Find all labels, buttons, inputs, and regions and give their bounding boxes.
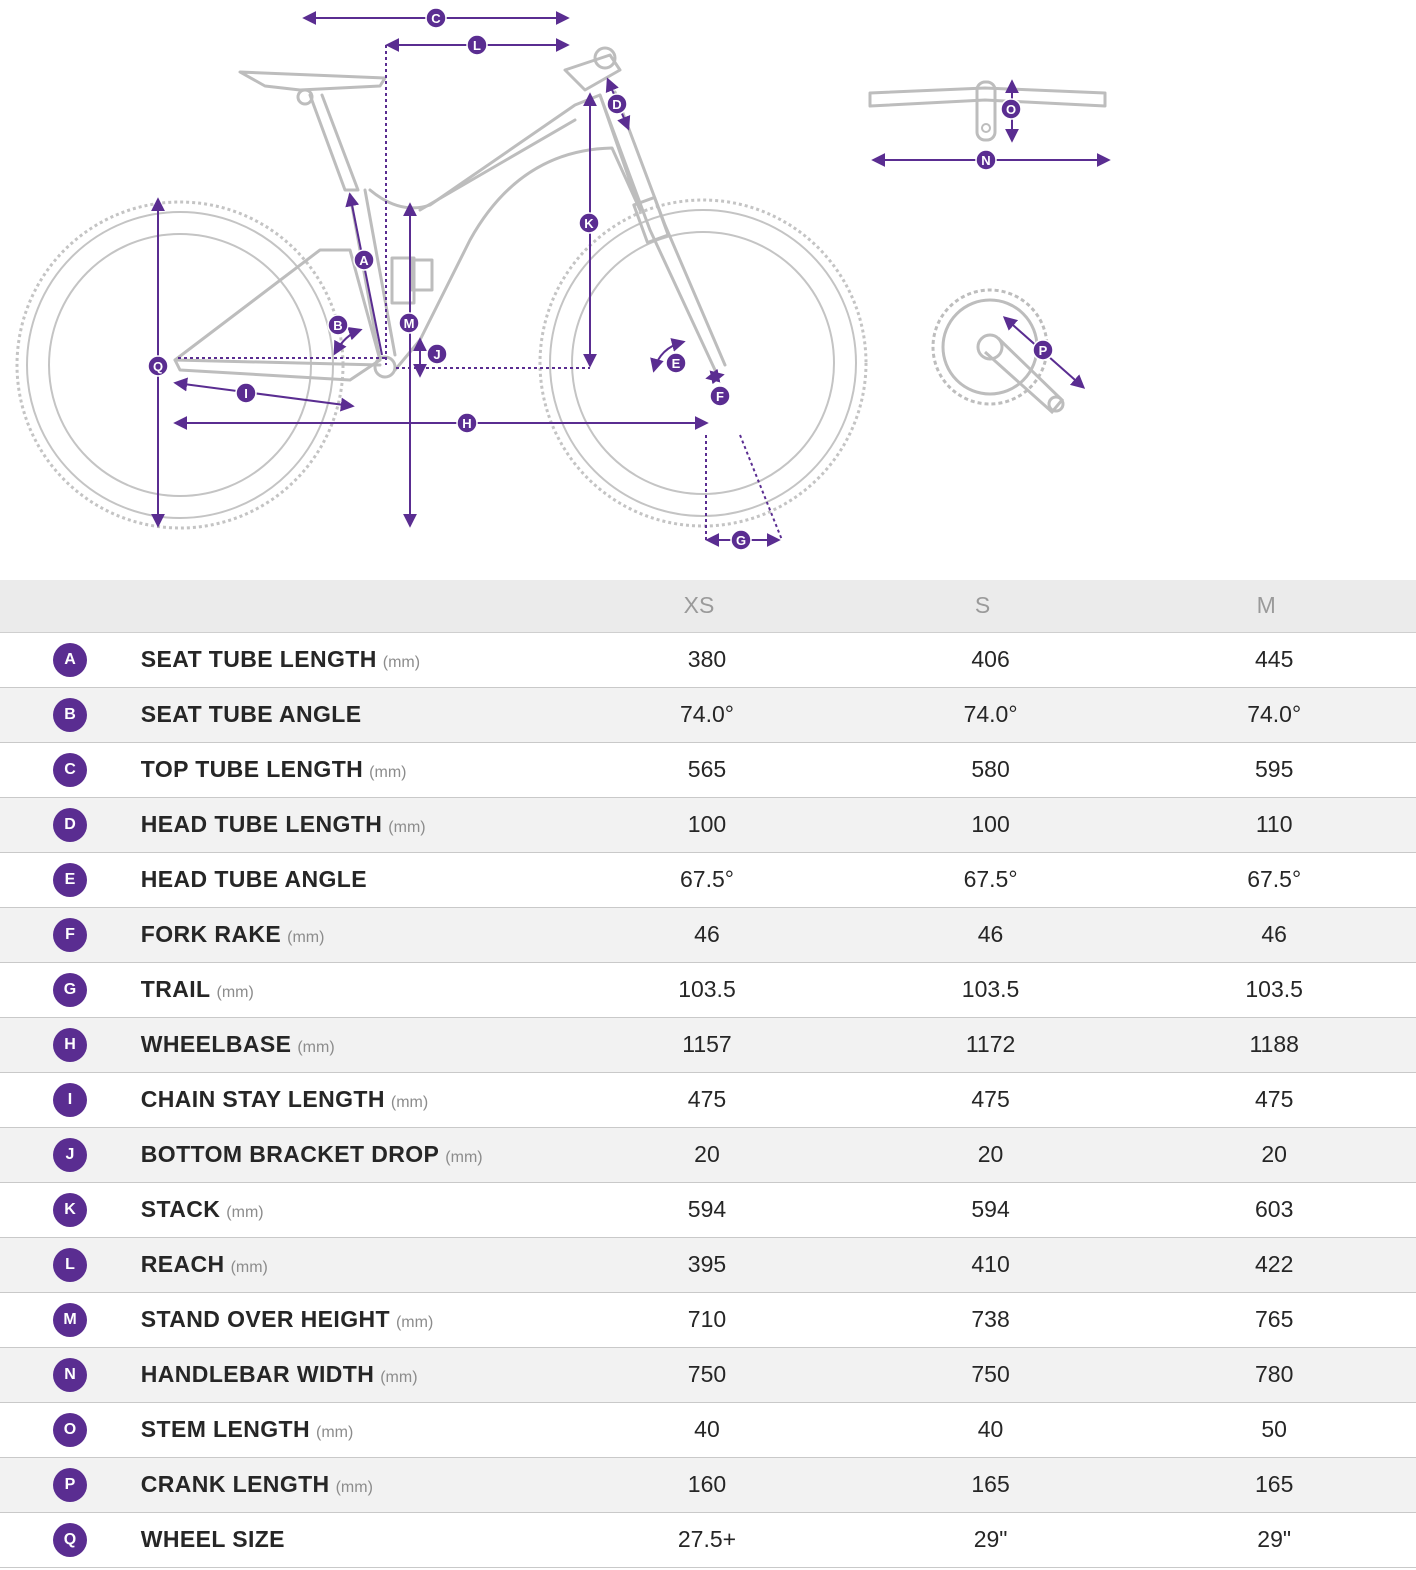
diagram-marker-label: H — [462, 416, 472, 431]
table-row — [0, 632, 1416, 687]
handlebar-diagram — [870, 82, 1108, 160]
param-name: WHEEL SIZE — [140, 1526, 285, 1552]
diagram-marker-b — [328, 315, 348, 335]
row-badge-cell — [0, 797, 141, 852]
row-letter-badge: O — [53, 1413, 87, 1447]
value-cell-m: 1188 — [1132, 1017, 1416, 1072]
value-cell-s: 20 — [849, 1127, 1133, 1182]
row-badge-cell — [0, 1072, 141, 1127]
header-blank-badge — [0, 580, 141, 632]
row-letter-badge: G — [53, 973, 87, 1007]
value-cell-xs: 565 — [565, 742, 849, 797]
param-name: REACH — [140, 1251, 225, 1277]
row-badge-cell — [0, 1127, 141, 1182]
row-param-cell — [141, 1512, 565, 1567]
header-blank-name — [141, 580, 565, 632]
param-unit: (mm) — [287, 929, 325, 946]
value-cell-m: 74.0° — [1132, 687, 1416, 742]
value-cell-xs: 160 — [565, 1457, 849, 1512]
diagram-marker-h — [457, 413, 477, 433]
table-row — [0, 1017, 1416, 1072]
diagram-marker-a — [354, 250, 374, 270]
row-param-cell — [141, 962, 565, 1017]
row-letter-badge: M — [53, 1303, 87, 1337]
value-cell-xs: 74.0° — [565, 687, 849, 742]
header-size-s: S — [849, 580, 1133, 632]
value-cell-m: 110 — [1132, 797, 1416, 852]
row-param-cell — [141, 1127, 565, 1182]
value-cell-xs: 100 — [565, 797, 849, 852]
param-name: STEM LENGTH — [140, 1416, 311, 1442]
value-cell-xs: 395 — [565, 1237, 849, 1292]
table-body — [0, 632, 1416, 1567]
param-unit: (mm) — [369, 764, 407, 781]
table-row — [0, 797, 1416, 852]
row-param-cell — [141, 1402, 565, 1457]
row-param-cell — [141, 1072, 565, 1127]
table-row — [0, 1347, 1416, 1402]
value-cell-m: 603 — [1132, 1182, 1416, 1237]
value-cell-s: 580 — [849, 742, 1133, 797]
value-cell-xs: 103.5 — [565, 962, 849, 1017]
diagram-marker-q — [148, 356, 168, 376]
row-letter-badge: E — [53, 863, 87, 897]
value-cell-s: 738 — [849, 1292, 1133, 1347]
table-row — [0, 962, 1416, 1017]
row-badge-cell — [0, 1292, 141, 1347]
value-cell-xs: 40 — [565, 1402, 849, 1457]
value-cell-m: 165 — [1132, 1457, 1416, 1512]
diagram-marker-label: A — [359, 253, 369, 268]
diagram-marker-label: G — [735, 533, 747, 548]
param-unit: (mm) — [216, 984, 254, 1001]
value-cell-s: 410 — [849, 1237, 1133, 1292]
row-letter-badge: L — [53, 1248, 87, 1282]
value-cell-m: 765 — [1132, 1292, 1416, 1347]
value-cell-s: 103.5 — [849, 962, 1133, 1017]
diagram-marker-l — [467, 35, 487, 55]
value-cell-m: 29" — [1132, 1512, 1416, 1567]
row-param-cell — [141, 1182, 565, 1237]
diagram-marker-d — [607, 94, 627, 114]
value-cell-xs: 1157 — [565, 1017, 849, 1072]
row-badge-cell — [0, 907, 141, 962]
diagram-marker-k — [579, 213, 599, 233]
value-cell-s: 750 — [849, 1347, 1133, 1402]
row-param-cell — [141, 1457, 565, 1512]
row-param-cell — [141, 742, 565, 797]
row-param-cell — [141, 1017, 565, 1072]
param-name: CHAIN STAY LENGTH — [140, 1086, 385, 1112]
param-unit: (mm) — [395, 1314, 434, 1331]
row-badge-cell — [0, 687, 141, 742]
row-badge-cell — [0, 742, 141, 797]
diagram-marker-c — [426, 8, 446, 28]
value-cell-xs: 46 — [565, 907, 849, 962]
row-badge-cell — [0, 1512, 141, 1567]
table-header-row — [0, 580, 1416, 632]
row-letter-badge: I — [53, 1083, 87, 1117]
diagram-marker-label: P — [1038, 343, 1048, 358]
value-cell-s: 100 — [849, 797, 1133, 852]
value-cell-m: 422 — [1132, 1237, 1416, 1292]
header-size-xs: XS — [565, 580, 849, 632]
diagram-marker-m — [399, 313, 419, 333]
rear-wheel — [17, 202, 343, 528]
value-cell-s: 46 — [849, 907, 1133, 962]
value-cell-s: 406 — [849, 632, 1133, 687]
row-letter-badge: H — [53, 1028, 87, 1062]
param-name: FORK RAKE — [140, 921, 282, 947]
param-unit: (mm) — [382, 654, 421, 671]
value-cell-xs: 27.5+ — [565, 1512, 849, 1567]
diagram-marker-p — [1033, 340, 1053, 360]
diagram-marker-label: O — [1005, 102, 1017, 117]
diagram-marker-label: N — [981, 153, 991, 168]
param-unit: (mm) — [297, 1039, 335, 1056]
front-wheel — [540, 200, 866, 526]
param-name: SEAT TUBE LENGTH — [140, 646, 377, 672]
table-row — [0, 1512, 1416, 1567]
diagram-marker-label: F — [716, 389, 724, 404]
table-row — [0, 852, 1416, 907]
row-letter-badge: A — [53, 643, 87, 677]
param-name: SEAT TUBE ANGLE — [140, 701, 362, 727]
row-letter-badge: Q — [53, 1523, 87, 1557]
row-param-cell — [141, 1292, 565, 1347]
diagram-marker-label: J — [433, 347, 441, 362]
param-name: HEAD TUBE ANGLE — [140, 866, 367, 892]
diagram-marker-label: M — [403, 316, 415, 331]
value-cell-m: 445 — [1132, 632, 1416, 687]
row-badge-cell — [0, 632, 141, 687]
table-row — [0, 1292, 1416, 1347]
diagram-marker-label: B — [333, 318, 343, 333]
row-param-cell — [141, 632, 565, 687]
param-unit: (mm) — [380, 1369, 418, 1386]
param-name: STACK — [140, 1196, 221, 1222]
row-badge-cell — [0, 1182, 141, 1237]
value-cell-xs: 475 — [565, 1072, 849, 1127]
bike-frame — [175, 48, 725, 380]
header-size-m: M — [1132, 580, 1416, 632]
row-letter-badge: J — [53, 1138, 87, 1172]
param-unit: (mm) — [445, 1149, 483, 1166]
param-unit: (mm) — [335, 1479, 373, 1496]
crankset-diagram — [933, 290, 1083, 412]
value-cell-s: 74.0° — [849, 687, 1133, 742]
row-badge-cell — [0, 1237, 141, 1292]
row-param-cell — [141, 797, 565, 852]
row-letter-badge: N — [53, 1358, 87, 1392]
value-cell-xs: 20 — [565, 1127, 849, 1182]
row-letter-badge: D — [53, 808, 87, 842]
table-row — [0, 742, 1416, 797]
value-cell-s: 475 — [849, 1072, 1133, 1127]
table-row — [0, 907, 1416, 962]
value-cell-xs: 710 — [565, 1292, 849, 1347]
diagram-marker-label: Q — [152, 359, 164, 374]
diagram-marker-i — [236, 383, 256, 403]
value-cell-m: 475 — [1132, 1072, 1416, 1127]
diagram-marker-o — [1001, 99, 1021, 119]
value-cell-m: 50 — [1132, 1402, 1416, 1457]
row-badge-cell — [0, 1402, 141, 1457]
value-cell-m: 103.5 — [1132, 962, 1416, 1017]
table-row — [0, 1457, 1416, 1512]
value-cell-s: 165 — [849, 1457, 1133, 1512]
diagram-marker-label: C — [431, 11, 441, 26]
value-cell-s: 29" — [849, 1512, 1133, 1567]
value-cell-m: 67.5° — [1132, 852, 1416, 907]
diagram-marker-f — [710, 386, 730, 406]
row-badge-cell — [0, 852, 141, 907]
row-letter-badge: P — [53, 1468, 87, 1502]
param-name: STAND OVER HEIGHT — [140, 1306, 390, 1332]
row-badge-cell — [0, 1017, 141, 1072]
value-cell-xs: 380 — [565, 632, 849, 687]
table-row — [0, 1402, 1416, 1457]
param-name: TRAIL — [140, 976, 211, 1002]
bike-geometry-diagram — [0, 0, 1416, 580]
param-name: CRANK LENGTH — [140, 1471, 330, 1497]
geometry-table — [0, 580, 1416, 1568]
value-cell-m: 46 — [1132, 907, 1416, 962]
row-badge-cell — [0, 1457, 141, 1512]
table-row — [0, 687, 1416, 742]
row-param-cell — [141, 907, 565, 962]
value-cell-s: 594 — [849, 1182, 1133, 1237]
value-cell-s: 67.5° — [849, 852, 1133, 907]
table-row — [0, 1237, 1416, 1292]
row-param-cell — [141, 1347, 565, 1402]
value-cell-m: 20 — [1132, 1127, 1416, 1182]
row-letter-badge: C — [53, 753, 87, 787]
param-unit: (mm) — [226, 1204, 264, 1221]
value-cell-m: 780 — [1132, 1347, 1416, 1402]
row-letter-badge: B — [53, 698, 87, 732]
param-name: BOTTOM BRACKET DROP — [140, 1141, 440, 1167]
row-letter-badge: F — [53, 918, 87, 952]
diagram-marker-label: K — [584, 216, 594, 231]
table-row — [0, 1072, 1416, 1127]
diagram-marker-e — [666, 353, 686, 373]
row-param-cell — [141, 852, 565, 907]
diagram-marker-j — [427, 344, 447, 364]
param-name: HANDLEBAR WIDTH — [140, 1361, 375, 1387]
diagram-marker-label: E — [671, 356, 681, 371]
param-name: WHEELBASE — [140, 1031, 292, 1057]
row-badge-cell — [0, 1347, 141, 1402]
param-unit: (mm) — [390, 1094, 429, 1111]
param-unit: (mm) — [316, 1424, 354, 1441]
row-badge-cell — [0, 962, 141, 1017]
table-row — [0, 1127, 1416, 1182]
diagram-marker-g — [731, 530, 751, 550]
value-cell-xs: 594 — [565, 1182, 849, 1237]
diagram-marker-label: D — [612, 97, 622, 112]
value-cell-s: 1172 — [849, 1017, 1133, 1072]
diagram-marker-label: I — [244, 386, 248, 401]
value-cell-m: 595 — [1132, 742, 1416, 797]
diagram-marker-label: L — [473, 38, 481, 53]
diagram-marker-n — [976, 150, 996, 170]
row-param-cell — [141, 687, 565, 742]
param-name: HEAD TUBE LENGTH — [140, 811, 383, 837]
param-unit: (mm) — [388, 819, 426, 836]
param-name: TOP TUBE LENGTH — [140, 756, 364, 782]
row-param-cell — [141, 1237, 565, 1292]
table-row — [0, 1182, 1416, 1237]
value-cell-xs: 750 — [565, 1347, 849, 1402]
row-letter-badge: K — [53, 1193, 87, 1227]
param-unit: (mm) — [230, 1259, 268, 1276]
value-cell-xs: 67.5° — [565, 852, 849, 907]
value-cell-s: 40 — [849, 1402, 1133, 1457]
